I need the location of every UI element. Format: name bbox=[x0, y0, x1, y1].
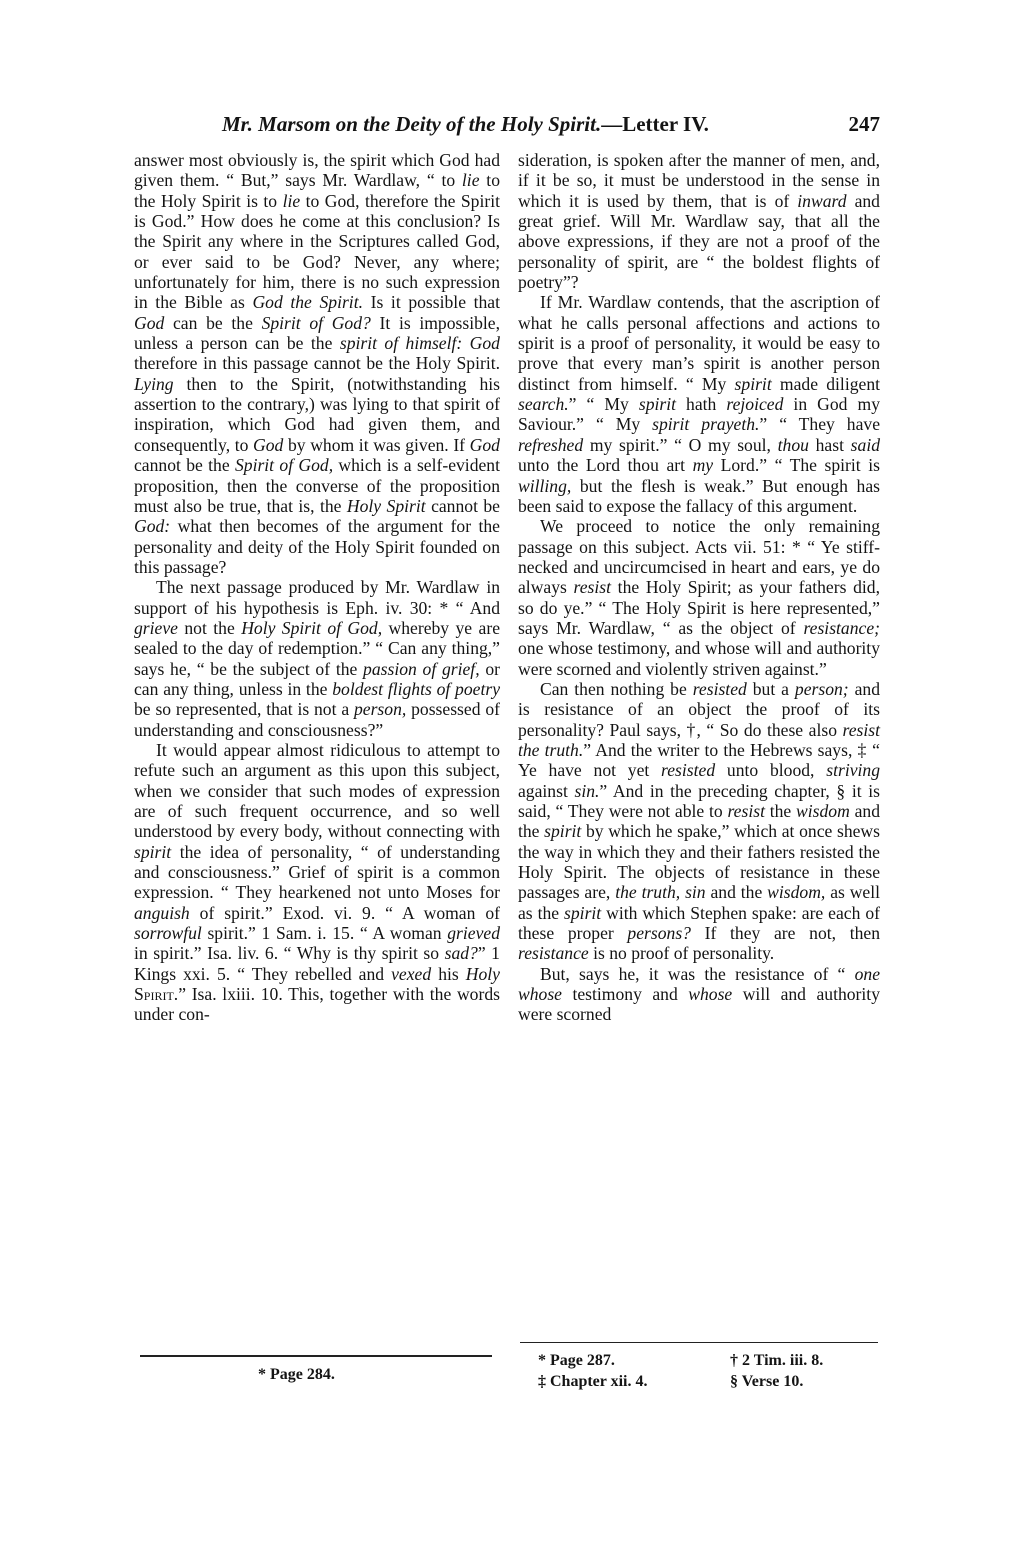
paragraph: Can then nothing be resisted but a person; and is resistance of an object the proof of its personality? Paul says, †, “ So do these also resist the truth.” And the writer to the Hebrews says, ‡ “ Ye have not yet resisted unto blood, striving against sin.” And in the preceding chapter, § it is said, “ They were not able to resist the wisdom and the spirit by which he spake,” which at once shews the way in which they and their fathers resisted the Holy Spirit. The objects of resistance in these passages are, the truth, sin and the wisdom, as well as the spirit with which Stephen spake: are each of these proper persons? If they are not, then resistance is no proof of personality. bbox=[518, 678, 881, 964]
paragraph: But, says he, it was the resistance of “ one whose testimony and whose will and authority were scorned bbox=[518, 963, 880, 1025]
paragraph: The next passage produced by Mr. Wardlaw in support of his hypothesis is Eph. iv. 30: * “ And grieve not the Holy Spirit of God, whereby ye are sealed to the day of redemption.” “ Can any thing,” says he, “ be the subject of the passion of grief, or can any thing, unless in the boldest flights of poetry be so represented, that is not a person, possessed of understanding and consciousness?” bbox=[134, 577, 500, 740]
paragraph: It would appear almost ridiculous to attempt to refute such an argument as this upon this subject, when we consider that such modes of expression are of such frequent occurrence, and so well understood by every body, without connecting with spirit the idea of personality, “ of understanding and consciousness.” Grief of spirit is a common expression. “ They hearkened not unto Moses for anguish of spirit.” Exod. vi. 9. “ A woman of sorrowful spirit.” 1 Sam. i. 15. “ A woman grieved in spirit.” Isa. liv. 6. “ Why is thy spirit so sad?” 1 Kings xxi. 5. “ They rebelled and vexed his Holy Spirit.” Isa. lxiii. 10. This, together with the words under con- bbox=[134, 739, 500, 1025]
footnote-right-3: ‡ Chapter xii. 4. bbox=[538, 1373, 648, 1390]
footnote-right-1: * Page 287. bbox=[538, 1352, 615, 1369]
footnote-rule-left bbox=[140, 1355, 492, 1357]
left-column bbox=[134, 150, 500, 1025]
running-title bbox=[222, 112, 709, 137]
paragraph: answer most obviously is, the spirit which God had given them. “ But,” says Mr. Wardlaw, “ to lie to the Holy Spirit is to lie to God, therefore the Spirit is God.” How does he come at this conclusion? Is the Spirit any where in the Scriptures called God, or ever said to be God? Never, any where; unfortunately for him, there is no such expression in the Bible as God the Spirit. Is it possible that God can be the Spirit of God? It is impossible, unless a person can be the spirit of himself: God therefore in this passage cannot be the Holy Spirit. Lying then to the Spirit, (notwithstanding his assertion to the contrary,) was lying to that spirit of inspiration, which God had given them, and consequently, to God by whom it was given. If God cannot be the Spirit of God, which is a self-evident proposition, then the converse of the proposition must also be true, that is, the Holy Spirit cannot be God: what then becomes of the argument for the personality and deity of the Holy Spirit founded on this passage? bbox=[134, 150, 501, 577]
paragraph: We proceed to notice the only remaining passage on this subject. Acts vii. 51: * “ Ye stiff-necked and uncircumcised in heart and ears, ye do always resist the Holy Spirit; as your fathers did, so do ye.” “ The Holy Spirit is here represented,” says Mr. Wardlaw, “ as the object of resistance; one whose testimony, and whose will and authority were scorned and violently striven against.” bbox=[518, 516, 880, 679]
paragraph: If Mr. Wardlaw contends, that the ascription of what he calls personal affections and actions to spirit is a proof of personality, it would be easy to prove that every man’s spirit is another person distinct from himself. “ My spirit made diligent search.” “ My spirit hath rejoiced in God my Saviour.” “ My spirit prayeth.” “ They have refreshed my spirit.” “ O my soul, thou hast said unto the Lord thou art my Lord.” “ The spirit is willing, but the flesh is weak.” But enough has been said to expose the fallacy of this argument. bbox=[518, 292, 881, 516]
footnote-right-4: § Verse 10. bbox=[730, 1373, 804, 1390]
running-title-italic: Mr. Marsom on the Deity of the Holy Spirit. bbox=[222, 112, 602, 136]
running-title-letter: —Letter IV. bbox=[601, 112, 709, 136]
paragraph: sideration, is spoken after the manner of men, and, if it be so, it must be understood in the sense in which it is used by them, that is of inward and great grief. Will Mr. Wardlaw say, that all the above expressions, if they are not a proof of the personality of spirit, are “ the boldest flights of poetry”? bbox=[518, 150, 880, 293]
footnote-right-2: † 2 Tim. iii. 8. bbox=[730, 1352, 824, 1369]
right-column bbox=[518, 150, 880, 1025]
running-header bbox=[134, 112, 880, 142]
page-number: 247 bbox=[848, 112, 880, 136]
footnote-rule-right bbox=[520, 1342, 878, 1343]
footnote-left: * Page 284. bbox=[258, 1366, 335, 1383]
